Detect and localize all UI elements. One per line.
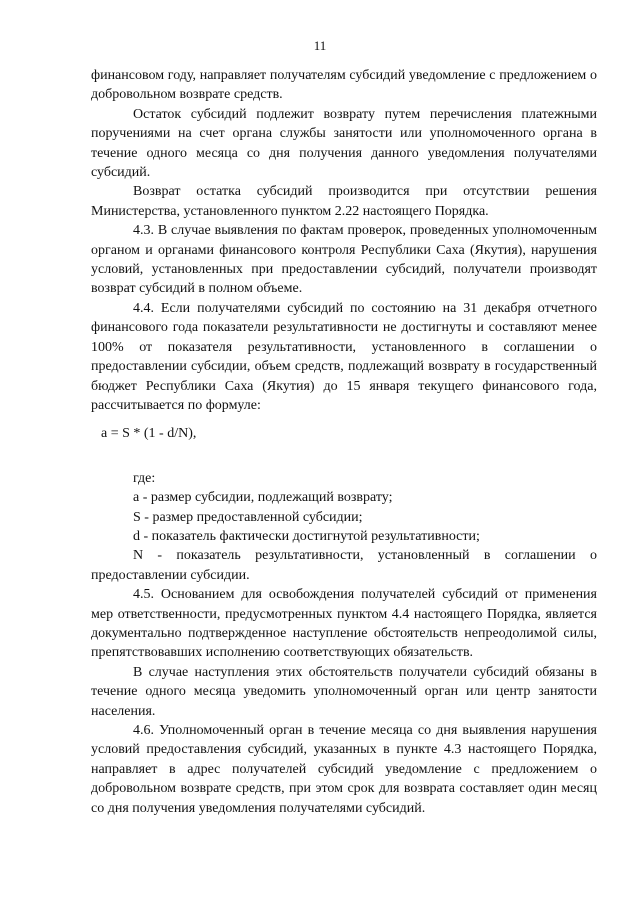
paragraph-remainder-return: Остаток субсидий подлежит возврату путем перечисления платежными поручениями на счет органа службы занятости или уполномоченного органа в течение одного месяца со дня получения данного уведомления получателями субсидий. [91, 106, 597, 181]
definition-a: a - размер субсидии, подлежащий возврату; [133, 490, 393, 506]
paragraph-force-majeure-notice: В случае наступления этих обстоятельств получатели субсидий обязаны в течение одного месяца уведомить уполномоченный орган или центр занятости населения. [91, 664, 597, 719]
page-number: 11 [313, 38, 327, 53]
paragraph-4-4: 4.4. Если получателями субсидий по состоянию на 31 декабря отчетного финансового года показатели результативности не достигнуты и составляют менее 100% от показателя результативности, установленного в соглашении о предоставлении субсидии, объем средств, подлежащий возврату в государственный бюджет Республики Саха (Якутия) до 15 января текущего финансового года, рассчитывается по формуле: [91, 300, 597, 413]
paragraph-4-6: 4.6. Уполномоченный орган в течение месяца со дня выявления нарушения условий предоставления субсидий, указанных в пункте 4.3 настоящего Порядка, направляет в адрес получателей субсидий уведомление с предложением о добровольном возврате средств, при этом срок для возврата составляет один месяц со дня получения уведомления получателями субсидий. [91, 723, 597, 816]
paragraph-4-3: 4.3. В случае выявления по фактам проверок, проведенных уполномоченным органом и органами финансового контроля Республики Саха (Якутия), нарушения условий, установленных при предоставлении субсидий, получатели производят возврат субсидий в полном объеме. [91, 223, 597, 297]
paragraph-continuation: финансовом году, направляет получателям субсидий уведомление с предложением о добровольном возврате средств. [91, 68, 597, 103]
paragraph-4-5: 4.5. Основанием для освобождения получателей субсидий от применения мер ответственности, предусмотренных пунктом 4.4 настоящего Порядка, является документально подтвержденное наступление обстоятельств непреодолимой силы, препятствовавших исполнению соответствующих обязательств. [91, 587, 597, 661]
definitions-where: где: [133, 470, 156, 486]
document-body [91, 66, 597, 818]
definition-n: N - показатель результативности, установленный в соглашении о предоставлении субсидии. [91, 548, 597, 583]
paragraph-return-condition: Возврат остатка субсидий производится при отсутствии решения Министерства, установленного пунктом 2.22 настоящего Порядка. [91, 184, 597, 219]
definition-s: S - размер предоставленной субсидии; [133, 509, 363, 525]
definition-d: d - показатель фактически достигнутой результативности; [133, 528, 480, 544]
formula: a = S * (1 - d/N), [101, 426, 197, 442]
